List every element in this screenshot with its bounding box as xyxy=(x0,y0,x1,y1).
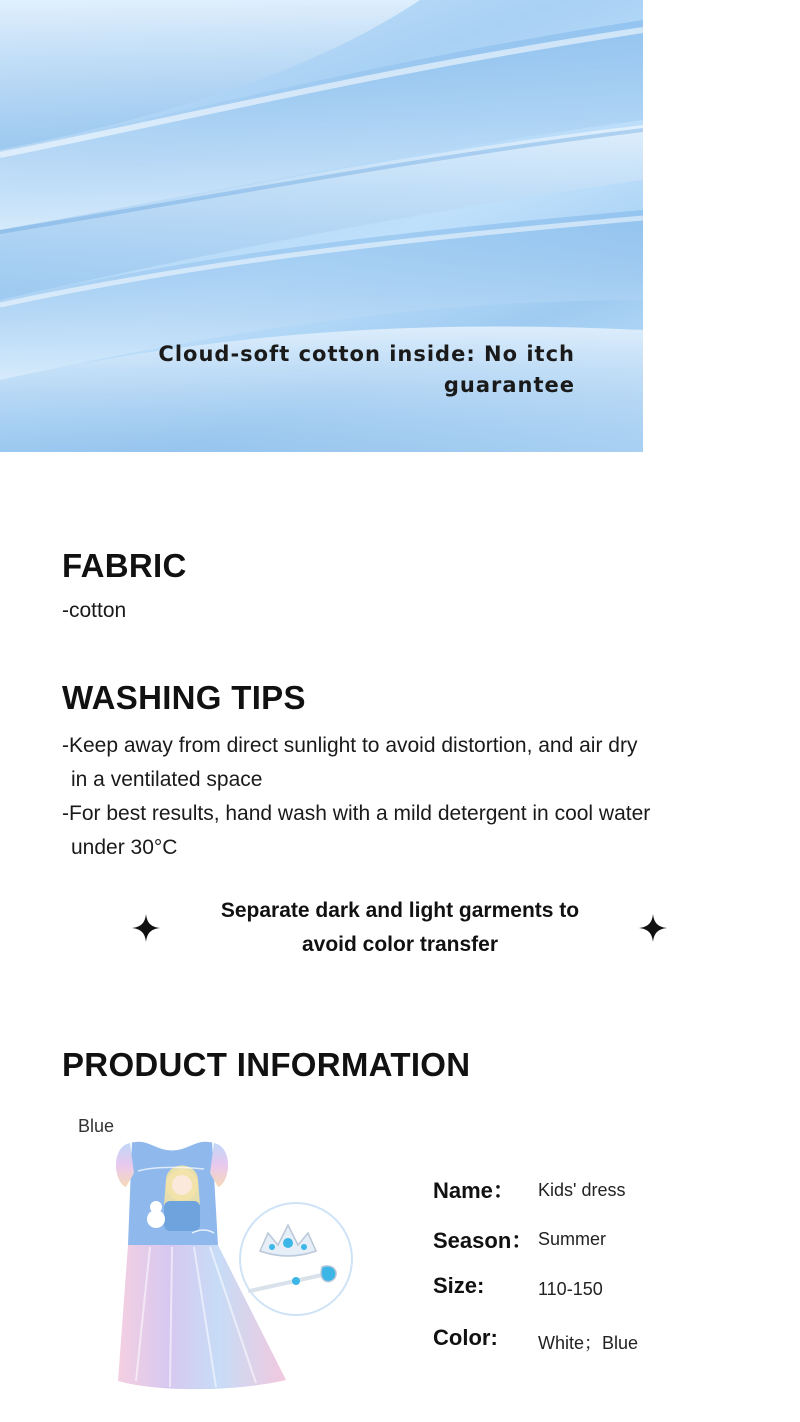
product-info-heading: PRODUCT INFORMATION xyxy=(62,1046,471,1083)
care-callout xyxy=(180,894,620,962)
tip-line: Keep away from direct sunlight to avoid distortion, and air dry xyxy=(69,734,638,757)
washing-tip-2 xyxy=(62,797,742,865)
spec-value-size: 110-150 xyxy=(538,1279,603,1299)
accessories-bubble xyxy=(240,1203,352,1315)
variant-label: Blue xyxy=(78,1116,115,1136)
tip-line-continued: in a ventilated space xyxy=(71,768,263,791)
tip-line-continued: under 30°C xyxy=(71,836,178,859)
washing-tips-heading: WASHING TIPS xyxy=(62,679,306,716)
tip-dash: - xyxy=(62,734,69,757)
care-callout-line-1: Separate dark and light garments to xyxy=(220,899,580,922)
spec-label-size: Size: xyxy=(433,1273,485,1298)
care-callout-line-2: avoid color transfer xyxy=(301,933,499,956)
spec-value-name: Kids' dress xyxy=(538,1180,626,1200)
tip-dash: - xyxy=(62,802,69,825)
hero-fabric-image xyxy=(0,0,643,452)
fabric-heading: FABRIC xyxy=(62,547,187,584)
spec-label-color: Color: xyxy=(433,1325,498,1350)
sparkle-icon-right xyxy=(639,914,667,942)
washing-tip-1 xyxy=(62,729,742,797)
hero-caption: Cloud-soft cotton inside: No itch guarantee xyxy=(158,342,575,397)
spec-value-season: Summer xyxy=(538,1229,607,1249)
tip-line: For best results, hand wash with a mild detergent in cool water xyxy=(69,802,651,825)
spec-value-color: White；Blue xyxy=(538,1333,639,1353)
spec-label-name: Name： xyxy=(433,1178,515,1203)
spec-label-season: Season： xyxy=(433,1228,534,1253)
fabric-value: -cotton xyxy=(62,599,127,622)
product-dress-image xyxy=(100,1135,370,1395)
sparkle-icon-left xyxy=(132,914,160,942)
